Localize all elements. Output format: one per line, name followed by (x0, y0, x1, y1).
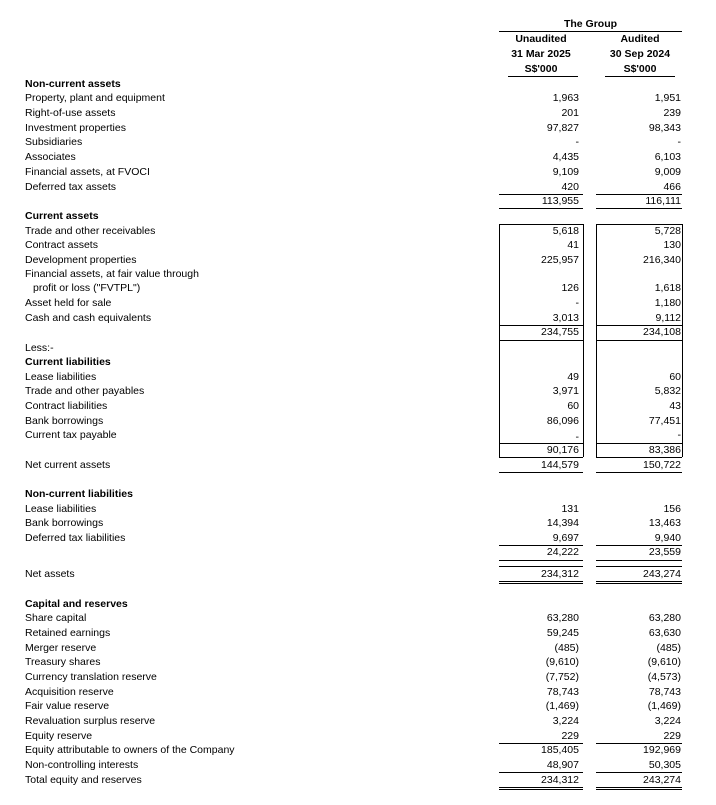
row-label: Merger reserve (25, 642, 97, 654)
cell-value: 225,957 (541, 254, 579, 266)
cell-value: 5,832 (654, 385, 681, 397)
col1-unit-rule (508, 76, 578, 77)
cell-value: 420 (561, 181, 579, 193)
box-rule (583, 340, 584, 457)
cell-value: - (677, 136, 681, 148)
cell-value: - (575, 297, 579, 309)
row-label: Bank borrowings (25, 517, 104, 529)
subtotal-rule (596, 457, 682, 458)
cell-value: (7,752) (545, 671, 579, 683)
row-label: Lease liabilities (25, 503, 97, 515)
cell-value: 229 (663, 730, 681, 742)
row-label: Financial assets, at FVOCI (25, 166, 150, 178)
cell-value: 156 (663, 503, 681, 515)
subtotal-rule (499, 208, 583, 209)
col2-status: Audited (620, 33, 660, 45)
net-assets-rule (596, 583, 682, 584)
row-label: Total equity and reserves (25, 774, 142, 786)
cell-value: 13,463 (648, 517, 681, 529)
cell-value: 5,728 (654, 225, 681, 237)
section-non-current-liabilities: Non-current liabilities (25, 488, 133, 500)
cell-value: - (575, 136, 579, 148)
net-assets-rule (596, 581, 682, 582)
cell-value: 14,394 (546, 517, 579, 529)
subtotal-rule (499, 340, 583, 341)
group-heading: The Group (563, 18, 618, 30)
row-label: Currency translation reserve (25, 671, 157, 683)
cell-value: (485) (554, 642, 579, 654)
row-label: Right-of-use assets (25, 107, 116, 119)
cell-value: 43 (669, 400, 681, 412)
cell-value: 3,013 (552, 312, 579, 324)
cell-value: 59,245 (546, 627, 579, 639)
col2-date: 30 Sep 2024 (609, 48, 671, 60)
cell-value: (9,610) (545, 656, 579, 668)
row-label: Non-controlling interests (25, 759, 139, 771)
cell-value: - (677, 429, 681, 441)
subtotal-value: 116,111 (645, 195, 681, 207)
row-label: Treasury shares (25, 656, 101, 668)
cell-value: 126 (561, 282, 579, 294)
section-non-current-assets: Non-current assets (25, 78, 121, 90)
cell-value: 1,951 (654, 92, 681, 104)
net-assets-rule (596, 566, 682, 567)
cell-value: 9,697 (552, 532, 579, 544)
cell-value: 48,907 (546, 759, 579, 771)
row-label: Net assets (25, 568, 75, 580)
cell-value: 201 (561, 107, 579, 119)
row-label: Trade and other payables (25, 385, 145, 397)
row-label: Development properties (25, 254, 137, 266)
row-label: Revaluation surplus reserve (25, 715, 156, 727)
cell-value: 98,343 (648, 122, 681, 134)
cell-value: (1,469) (647, 700, 681, 712)
box-rule (682, 340, 683, 457)
subtotal-rule (596, 208, 682, 209)
subtotal-value: 23,559 (648, 546, 681, 558)
cell-value: 41 (567, 239, 579, 251)
total-rule (499, 789, 583, 790)
subtotal-rule (596, 560, 682, 561)
subtotal-rule (499, 472, 583, 473)
row-label: Contract assets (25, 239, 98, 251)
row-label: Asset held for sale (25, 297, 112, 309)
row-label: Lease liabilities (25, 371, 97, 383)
cell-value: 63,280 (546, 612, 579, 624)
cell-value: (4,573) (647, 671, 681, 683)
row-label: Trade and other receivables (25, 225, 156, 237)
less-label: Less:- (25, 342, 54, 354)
cell-value: 3,971 (552, 385, 579, 397)
row-label: Investment properties (25, 122, 126, 134)
cell-value: 243,274 (643, 774, 681, 786)
row-label: Equity attributable to owners of the Company (25, 744, 235, 756)
subtotal-value: 113,955 (541, 195, 579, 207)
cell-value: 63,280 (648, 612, 681, 624)
cell-value: 60 (669, 371, 681, 383)
cell-value: - (575, 431, 579, 443)
subtotal-value: 90,176 (546, 444, 579, 456)
row-label: Share capital (25, 612, 87, 624)
row-label: Deferred tax liabilities (25, 532, 126, 544)
subtotal-value: 234,108 (643, 326, 681, 338)
section-current-assets: Current assets (25, 210, 99, 222)
cell-value: 1,180 (654, 297, 681, 309)
row-label: Current tax payable (25, 429, 117, 441)
cell-value: 6,103 (654, 151, 681, 163)
total-rule (596, 789, 682, 790)
cell-value: 60 (567, 400, 579, 412)
row-label: Fair value reserve (25, 700, 110, 712)
subtotal-value: 234,755 (541, 326, 579, 338)
col1-status: Unaudited (515, 33, 567, 45)
row-label: Associates (25, 151, 76, 163)
cell-value: 50,305 (648, 759, 681, 771)
row-label: Subsidiaries (25, 136, 83, 148)
total-rule (499, 787, 583, 788)
total-rule (596, 787, 682, 788)
section-capital-reserves: Capital and reserves (25, 598, 128, 610)
cell-value: 239 (663, 107, 681, 119)
net-assets-rule (499, 566, 583, 567)
row-label: Equity reserve (25, 730, 93, 742)
row-label: Property, plant and equipment (25, 92, 165, 104)
cell-value: 234,312 (541, 568, 579, 580)
row-label: Retained earnings (25, 627, 111, 639)
cell-value: 3,224 (654, 715, 681, 727)
cell-value: 4,435 (552, 151, 579, 163)
subtotal-rule (499, 772, 583, 773)
row-label-cont: profit or loss ("FVTPL") (33, 282, 141, 294)
subtotal-rule (499, 457, 583, 458)
cell-value: 144,579 (541, 459, 579, 471)
cell-value: 466 (663, 181, 681, 193)
cell-value: 5,618 (552, 225, 579, 237)
cell-value: 63,630 (648, 627, 681, 639)
row-label: Acquisition reserve (25, 686, 114, 698)
col1-unit: S$'000 (524, 63, 558, 75)
cell-value: 97,827 (546, 122, 579, 134)
cell-value: 192,969 (643, 744, 681, 756)
cell-value: 130 (663, 239, 681, 251)
cell-value: 9,112 (655, 312, 681, 324)
cell-value: 216,340 (643, 254, 681, 266)
cell-value: 9,109 (552, 166, 579, 178)
row-label: Contract liabilities (25, 400, 108, 412)
cell-value: 150,722 (643, 459, 681, 471)
cell-value: 234,312 (541, 774, 579, 786)
cell-value: 3,224 (552, 715, 579, 727)
col1-date: 31 Mar 2025 (511, 48, 571, 60)
cell-value: 1,618 (654, 282, 681, 294)
cell-value: 49 (567, 371, 579, 383)
cell-value: 78,743 (546, 686, 579, 698)
row-label: Bank borrowings (25, 415, 104, 427)
cell-value: 1,963 (552, 92, 579, 104)
subtotal-rule (596, 472, 682, 473)
row-label: Financial assets, at fair value through (25, 268, 199, 280)
row-label: Cash and cash equivalents (25, 312, 152, 324)
subtotal-rule (596, 772, 682, 773)
box-rule (583, 224, 584, 341)
net-assets-rule (499, 581, 583, 582)
cell-value: 77,451 (648, 415, 681, 427)
box-rule (682, 224, 683, 341)
net-assets-rule (499, 583, 583, 584)
header-rule (499, 31, 682, 32)
cell-value: 131 (561, 503, 579, 515)
subtotal-value: 24,222 (546, 546, 579, 558)
cell-value: 86,096 (546, 415, 579, 427)
cell-value: 243,274 (643, 568, 681, 580)
col2-unit-rule (605, 76, 675, 77)
cell-value: (1,469) (545, 700, 579, 712)
subtotal-rule (596, 340, 682, 341)
row-label: Deferred tax assets (25, 181, 117, 193)
cell-value: 229 (561, 730, 579, 742)
cell-value: (485) (656, 642, 681, 654)
cell-value: 78,743 (648, 686, 681, 698)
col2-unit: S$'000 (623, 63, 657, 75)
cell-value: 9,009 (654, 166, 681, 178)
row-label: Net current assets (25, 459, 111, 471)
subtotal-rule (499, 560, 583, 561)
subtotal-value: 83,386 (648, 444, 681, 456)
section-current-liabilities: Current liabilities (25, 356, 111, 368)
cell-value: 9,940 (654, 532, 681, 544)
cell-value: (9,610) (647, 656, 681, 668)
cell-value: 185,405 (541, 744, 579, 756)
